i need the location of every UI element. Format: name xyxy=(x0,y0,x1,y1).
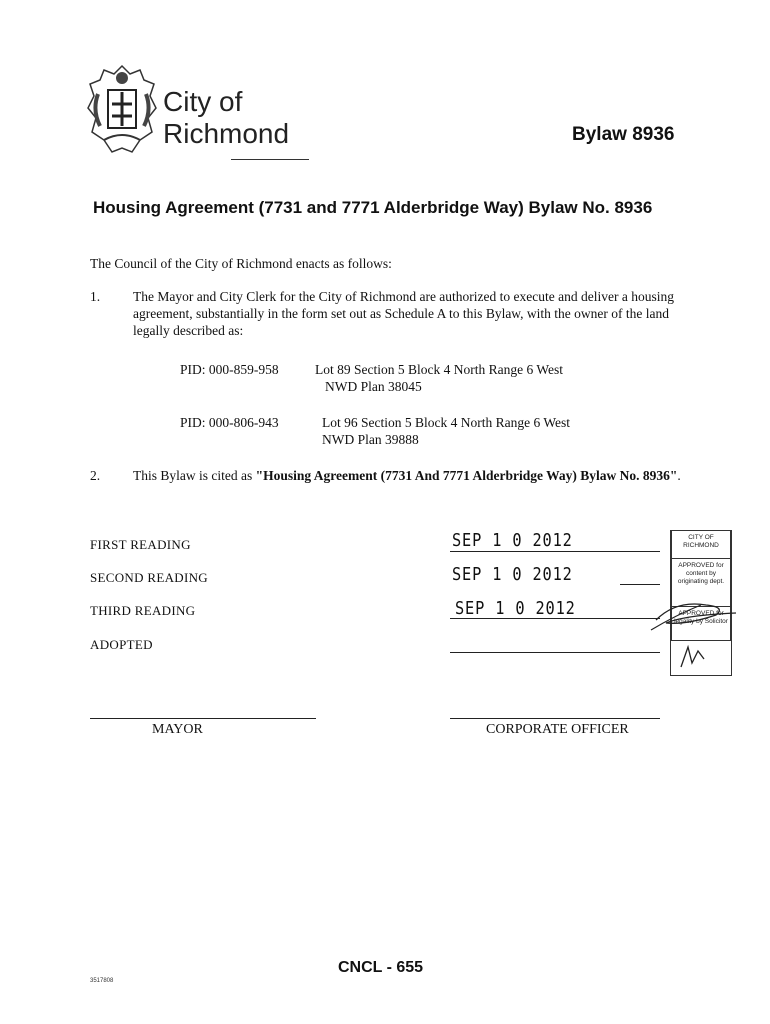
officer-signature-line xyxy=(450,718,660,719)
city-name xyxy=(163,86,289,150)
section-2-number: 2. xyxy=(90,468,101,483)
reading-date-second: SEP 1 0 2012 xyxy=(452,564,573,585)
city-crest-logo xyxy=(84,60,160,156)
parcel-2-pid: PID: 000-806-943 xyxy=(180,415,279,430)
enacting-clause: The Council of the City of Richmond enacts as follows: xyxy=(90,256,392,271)
bylaw-number: Bylaw 8936 xyxy=(572,124,675,145)
mayor-label: MAYOR xyxy=(152,722,203,737)
logo-underline xyxy=(231,159,309,160)
parcel-2-legal xyxy=(322,414,622,448)
reading-date-first: SEP 1 0 2012 xyxy=(452,530,573,551)
reading-label-third: THIRD READING xyxy=(90,603,196,618)
page-footer: CNCL - 655 xyxy=(338,959,424,976)
parcel-1-line1: Lot 89 Section 5 Block 4 North Range 6 West xyxy=(315,362,564,377)
document-title: Housing Agreement (7731 and 7771 Alderbridge Way) Bylaw No. 8936 xyxy=(93,198,653,217)
stamp-content-approval: APPROVED for content by originating dept. xyxy=(671,559,731,607)
section-2-citation: "Housing Agreement (7731 And 7771 Alderbridge Way) Bylaw No. 8936" xyxy=(255,468,678,483)
handwritten-signature xyxy=(646,585,746,675)
reading-line-third xyxy=(450,618,660,619)
stamp-legality-approval: APPROVED for legality by Solicitor xyxy=(671,607,731,641)
section-2-text xyxy=(133,467,683,484)
officer-label: CORPORATE OFFICER xyxy=(486,722,629,737)
reading-label-second: SECOND READING xyxy=(90,570,208,585)
section-1-text: The Mayor and City Clerk for the City of Richmond are authorized to execute and deliver a housing agreement, substantially in the form set out as Schedule A to this Bylaw, with the owner of the land legally described as: xyxy=(133,289,674,338)
city-name-line1: City of xyxy=(163,86,243,117)
parcel-1-legal xyxy=(315,361,615,395)
section-2-suffix: . xyxy=(677,468,681,483)
reading-line-adopted xyxy=(450,652,660,653)
parcel-2-line1: Lot 96 Section 5 Block 4 North Range 6 West xyxy=(322,415,571,430)
parcel-1-line2: NWD Plan 38045 xyxy=(325,379,422,394)
reading-label-first: FIRST READING xyxy=(90,537,191,552)
document-id: 3517808 xyxy=(90,978,114,984)
stamp-header: CITY OF RICHMOND xyxy=(671,530,731,559)
reading-label-adopted: ADOPTED xyxy=(90,637,153,652)
section-2-prefix: This Bylaw is cited as xyxy=(133,468,256,483)
parcel-2-line2: NWD Plan 39888 xyxy=(322,432,419,447)
section-1-number: 1. xyxy=(90,289,101,304)
reading-date-third: SEP 1 0 2012 xyxy=(455,598,576,619)
reading-line-first xyxy=(450,551,660,552)
city-name-line2: Richmond xyxy=(163,118,290,149)
parcel-1-pid: PID: 000-859-958 xyxy=(180,362,279,377)
mayor-signature-line xyxy=(90,718,316,719)
